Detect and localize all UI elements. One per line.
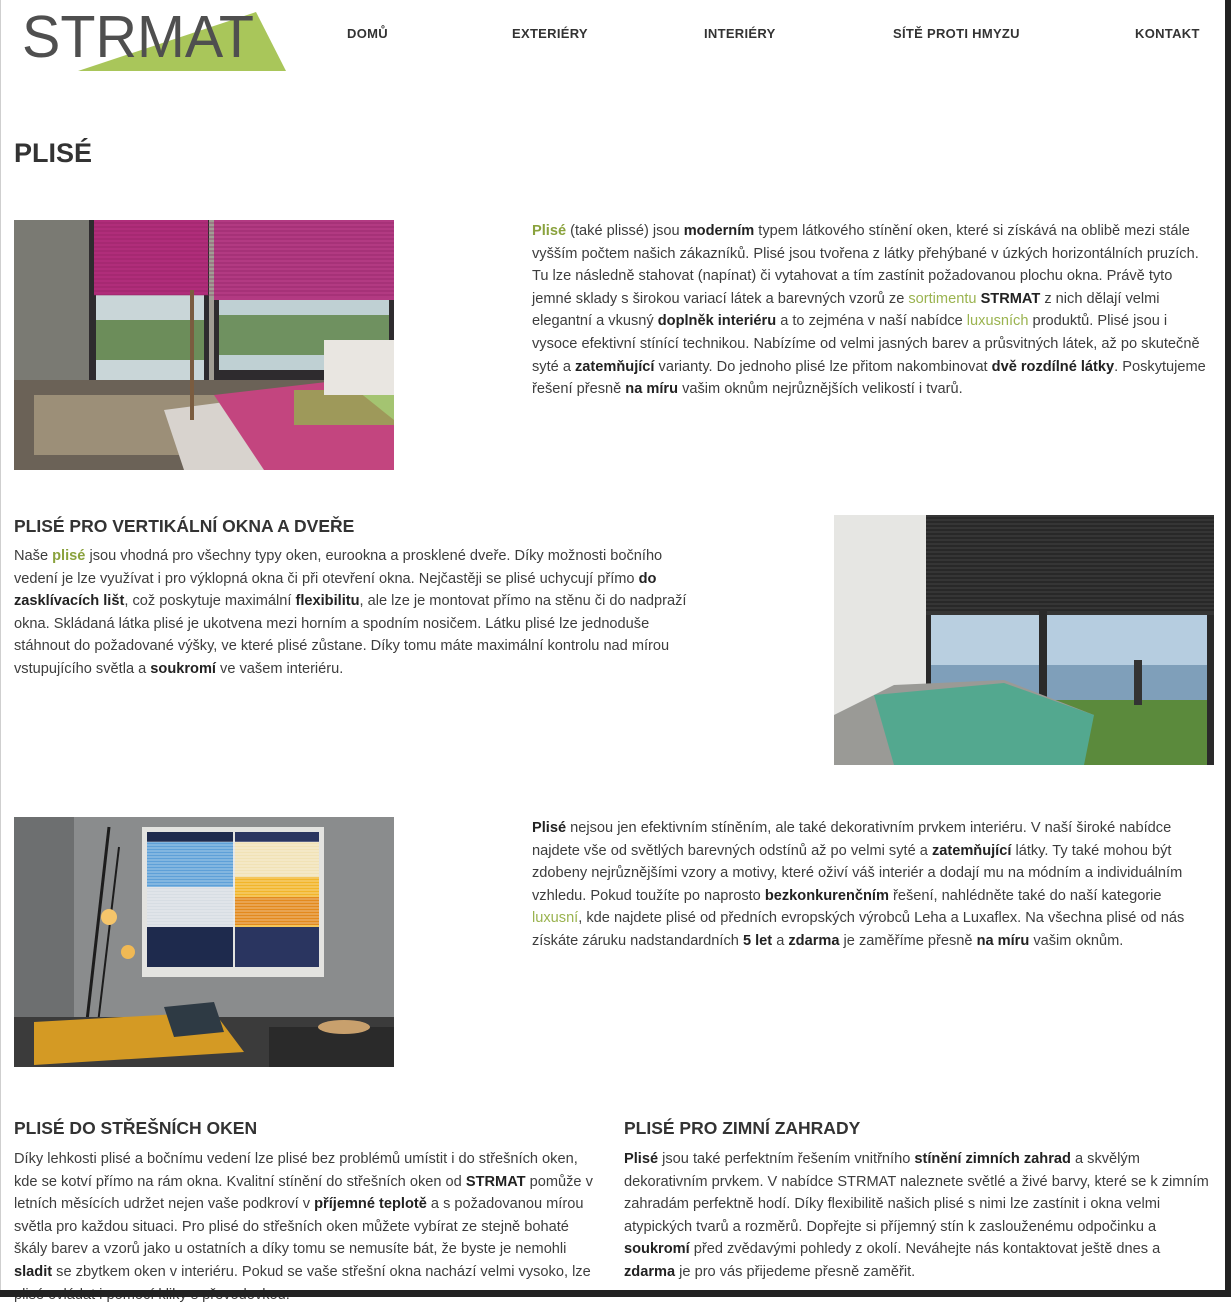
main-navigation xyxy=(0,26,1231,46)
page-title: PLISÉ xyxy=(14,138,93,168)
window-right-edge xyxy=(1225,0,1231,1297)
window-bottom-edge xyxy=(0,1290,1231,1297)
vertical-paragraph: Naše plisé jsou vhodná pro všechny typy oken, eurookna a prosklené dveře. Díky možnosti bočního vedení je lze využívat i pro výklopná okna či při otevření okna. Nejčastěji se plisé uchycují přímo do zasklívacích lišt, což poskytuje maximální flexibilitu, ale lze je montovat přímo na stěnu či do nadpraží okna. Skládaná látka plisé je ukotvena mezi horním a spodním nosičem. Látku plisé lze jednoduše stáhnout do požadované výšky, ve které plisé zůstane. Díky tomu máte maximální kontrolu nad mírou vstupujícího světla a soukromí ve vašem interiéru. xyxy=(14,548,687,677)
nav-item-exteriery[interactable]: EXTERIÉRY xyxy=(512,26,588,41)
bedroom-pink-plise-image xyxy=(14,220,394,470)
nav-item-kontakt[interactable]: KONTAKT xyxy=(1135,26,1200,41)
logo-text: STRMAT xyxy=(22,8,254,70)
nav-item-interiery[interactable]: INTERIÉRY xyxy=(704,26,776,41)
sortiment-link[interactable]: sortimentu xyxy=(908,290,977,307)
roof-paragraph: Díky lehkosti plisé a bočnímu vedení lze plisé bez problémů umístit i do střešních oken, kde se kotví přímo na rám okna. Kvalitní stínění do střešních oken od STRMAT pomůže v letních měsících udržet nejen vaše podkroví v příjemné teplotě a s požadovanou mírou světla pro každou situaci. Pro plisé do střešních oken můžete vybírat ze stejně bohaté škály barev a vzorů jako u ostatních a díky tomu se nemusíte bát, že byste je nemohli sladit se zbytkem oken v interiéru. Pokud se vaše střešní okna nachází velmi vysoko, lze xyxy=(14,1151,593,1280)
luxusni-category-link[interactable]: luxusní xyxy=(532,910,579,927)
section-heading-vertical: PLISÉ PRO VERTIKÁLNÍ OKNA A DVEŘE xyxy=(14,516,355,536)
decor-paragraph: Plisé nejsou jen efektivním stíněním, ale také dekorativním prvkem interiéru. V naší široké nabídce najdete vše od světlých barevných odstínů až po velmi syté a zatemňující látky. Ty také mohou být zdobeny nejrůznějšími vzory a motivy, které oživí váš interiér a dodají mu na módním a individuálním vzhledu. Pokud toužíte po naprosto bezkonkurenčním řešení, nahlédněte také do naší kategorie luxusní, kde najdete plisé od předních evropských výrobců Leha a Luxaflex. Na všechna plisé od nás získáte záruku nadstandardních 5 let a zdarma je zaměříme přesně na míru vašim oknům. xyxy=(532,820,1185,949)
plise-link-vertical[interactable]: plisé xyxy=(52,548,86,564)
winter-paragraph: Plisé jsou také perfektním řešením vnitřního stínění zimních zahrad a skvělým dekorativním prvkem. V nabídce STRMAT naleznete světlé a živé barvy, které se k zimním zahradám perfektně hodí. Díky flexibilitě našich plisé s nimi lze zastínit i okna velmi atypických tvarů a rozměrů. Dopřejte si příjemný stín k zaslouženému odpočinku a soukromí před zvědavými pohledy z okolí. Neváhejte nás kontaktovat ještě dnes a zdarma je pro vás přijedeme přesně zaměřit. xyxy=(624,1151,1209,1280)
page-left-border xyxy=(0,0,1,1297)
plise-link[interactable]: Plisé xyxy=(532,223,567,239)
colorful-plise-livingroom-image xyxy=(14,817,394,1067)
luxusni-link[interactable]: luxusních xyxy=(966,313,1029,330)
section-heading-winter: PLISÉ PRO ZIMNÍ ZAHRADY xyxy=(624,1118,861,1138)
section-heading-roof: PLISÉ DO STŘEŠNÍCH OKEN xyxy=(14,1118,258,1138)
seaview-dark-plise-image xyxy=(834,515,1214,765)
intro-paragraph: Plisé (také plissé) jsou moderním typem látkového stínění oken, které si získává na oblibě mezi stále vyšším počtem našich zákazníků. Plisé jsou tvořena z látky přehýbané v úzkých horizontálních pruzích. Tu lze následně stahovat (napínat) či vytahovat a tím zastínit požadovanou plochu okna. Právě tyto jemné sklady s širokou variací látek a barevných vzorů ze sortimentu STRMAT z nich dělají velmi elegantní a vkusný doplněk interiéru a to zejména v naší nabídce luxusních produktů. Plisé jsou i vysoce efektivní stínící technikou. Nabízíme od velmi jasných barev a průsvitných látek, až po skutečně syté a zatemňující varianty. Do jednoho plisé lze přitom nakombinovat dvě rozdílné látky. Poskytujeme řešení přesně na míru vašim oknům nejrůznějších velikostí i tvarů. xyxy=(532,223,1206,398)
nav-item-site-proti-hmyzu[interactable]: SÍTĚ PROTI HMYZU xyxy=(893,26,1020,41)
nav-item-domu[interactable]: DOMŮ xyxy=(347,26,388,41)
